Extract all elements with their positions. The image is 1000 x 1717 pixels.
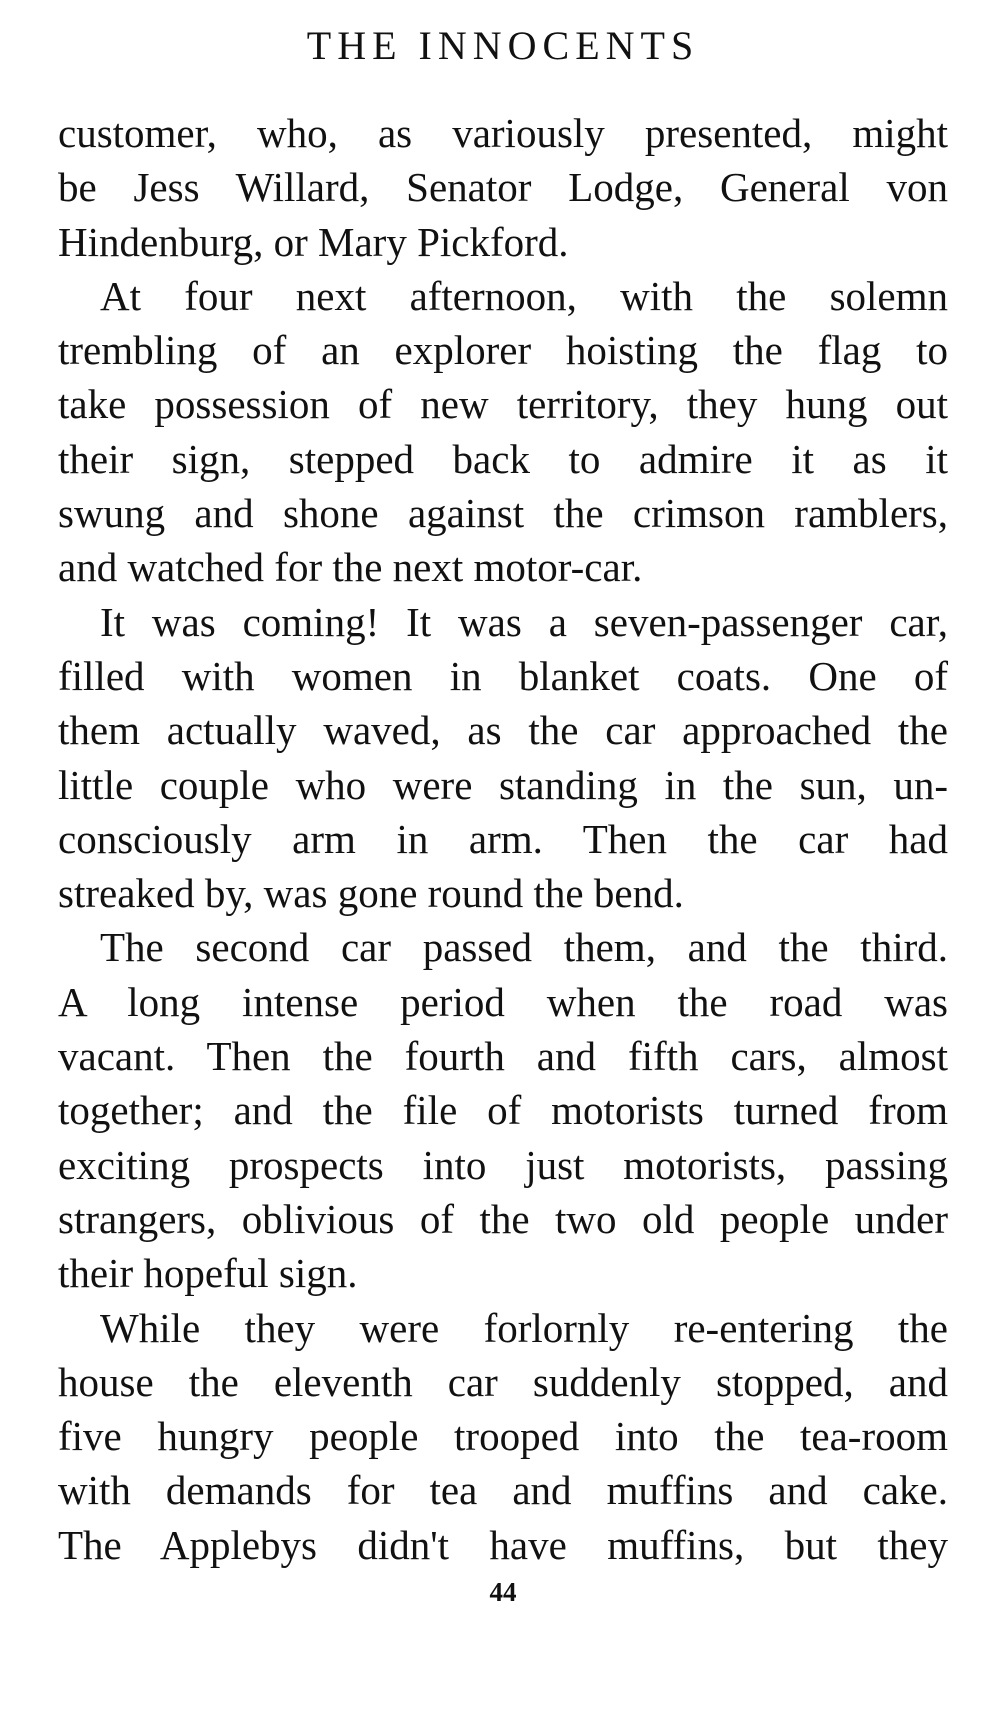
text-line: At four next afternoon, with the solemn	[100, 272, 948, 319]
text-line: little couple who were standing in the sun, un-	[58, 761, 948, 808]
text-line: their sign, stepped back to admire it as it	[58, 435, 948, 482]
text-line: Hindenburg, or Mary Pickford.	[58, 218, 569, 265]
page-number: 44	[489, 1577, 517, 1607]
text-line: with demands for tea and muffins and cake.	[58, 1467, 948, 1514]
text-line: consciously arm in arm. Then the car had	[58, 815, 948, 862]
text-line: The second car passed them, and the third.	[100, 924, 948, 971]
text-line: While they were forlornly re-entering the	[100, 1304, 948, 1351]
text-line: A long intense period when the road was	[58, 978, 948, 1025]
text-line: trembling of an explorer hoisting the flag to	[58, 327, 948, 374]
text-line: swung and shone against the crimson ramblers,	[58, 490, 948, 537]
text-line: customer, who, as variously presented, might	[58, 110, 948, 156]
text-line: vacant. Then the fourth and fifth cars, almost	[58, 1033, 948, 1080]
text-line: house the eleventh car suddenly stopped, and	[58, 1358, 948, 1405]
text-line: exciting prospects into just motorists, passing	[58, 1141, 948, 1188]
text-line: streaked by, was gone round the bend.	[58, 870, 684, 917]
book-page	[58, 0, 948, 1717]
text-line: The Applebys didn't have muffins, but they	[58, 1521, 948, 1568]
text-line: together; and the file of motorists turned from	[58, 1087, 948, 1134]
text-line: take possession of new territory, they hung out	[58, 381, 948, 428]
text-line: them actually waved, as the car approached the	[58, 707, 948, 754]
text-line: strangers, oblivious of the two old people under	[58, 1195, 948, 1242]
text-line: be Jess Willard, Senator Lodge, General von	[58, 164, 948, 211]
text-line: filled with women in blanket coats. One of	[58, 652, 948, 699]
text-line: It was coming! It was a seven-passenger car,	[100, 598, 948, 645]
body-text	[58, 106, 948, 1572]
text-line: their hopeful sign.	[58, 1250, 358, 1297]
text-line: and watched for the next motor-car.	[58, 544, 643, 591]
text-line: five hungry people trooped into the tea-room	[58, 1413, 948, 1460]
running-head: THE INNOCENTS	[306, 23, 700, 68]
